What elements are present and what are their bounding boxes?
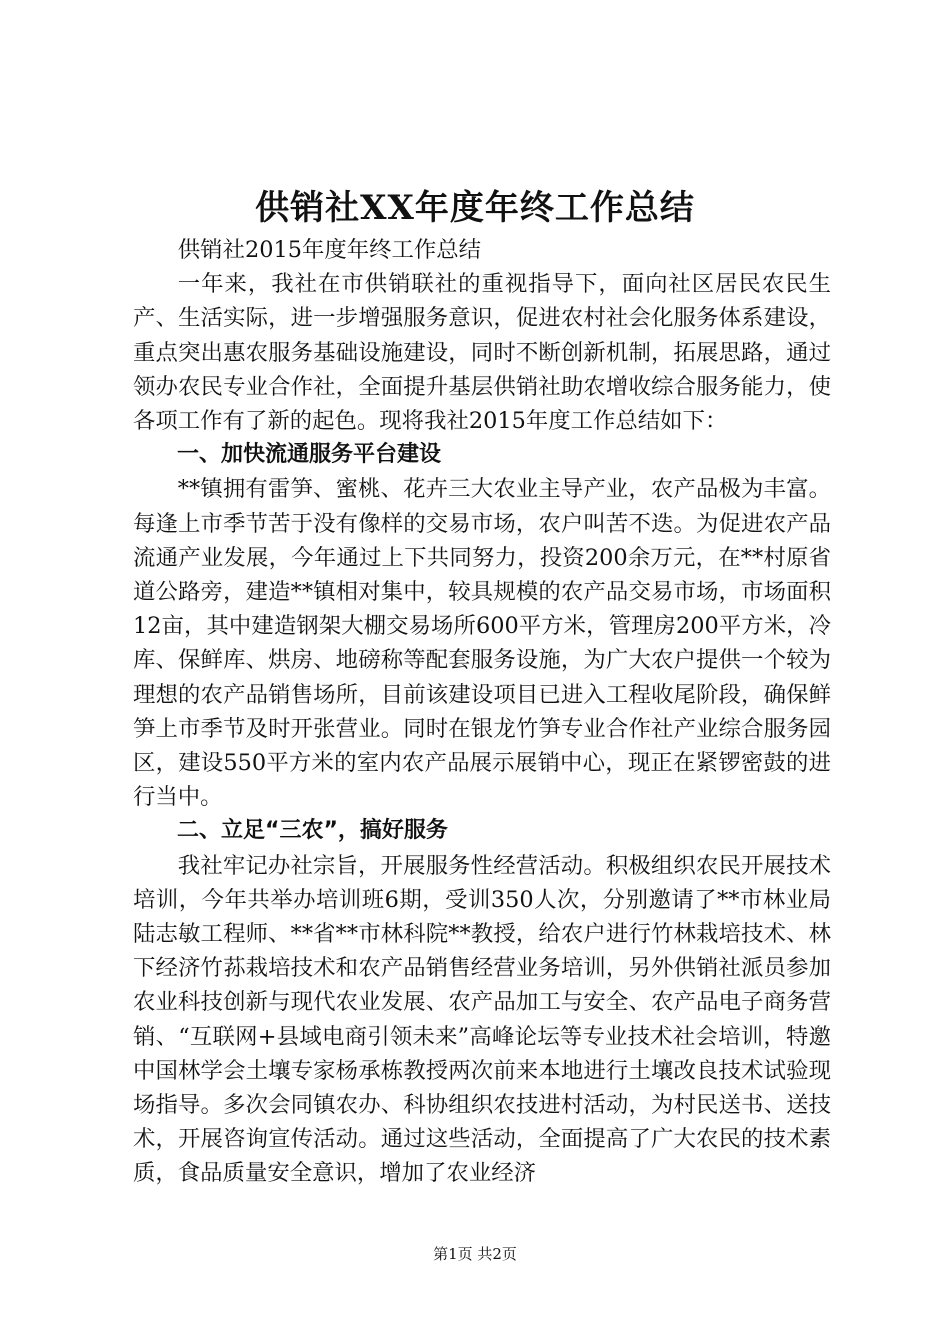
paragraph-section-2: 我社牢记办社宗旨，开展服务性经营活动。积极组织农民开展技术培训，今年共举办培训班6期，受训350人次，分别邀请了**市林业局陆志敏工程师、**省**市林科院**教授，给农户进行竹林栽培技术、林下经济竹荪栽培技术和农产品销售经营业务培训，另外供销社派员参加农业科技创新与现代农业发展、农产品加工与安全、农产品电子商务营销、“互联网+县域电商引领未来”高峰论坛等专业技术社会培训，特邀中国林学会土壤专家杨承栋教授两次前来本地进行土壤改良技术试验现场指导。多次会同镇农办、科协组织农技进村活动，为村民送书、送技术，开展咨询宣传活动。通过这些活动，全面提高了广大农民的技术素质，食品质量安全意识，增加了农业经济 xyxy=(133,852,831,1187)
paragraph-subtitle: 供销社2015年度年终工作总结 xyxy=(177,237,482,263)
document-body xyxy=(133,233,831,1191)
paragraph-section-1: **镇拥有雷笋、蜜桃、花卉三大农业主导产业，农产品极为丰富。每逢上市季节苦于没有像样的交易市场，农户叫苦不迭。为促进农产品流通产业发展，今年通过上下共同努力，投资200余万元，在**村原省道公路旁，建造**镇相对集中，较具规模的农产品交易市场，市场面积12亩，其中建造钢架大棚交易场所600平方米，管理房200平方米，冷库、保鲜库、烘房、地磅称等配套服务设施，为广大农户提供一个较为理想的农产品销售场所，目前该建设项目已进入工程收尾阶段，确保鲜笋上市季节及时开张营业。同时在银龙竹笋专业合作社产业综合服务园区，建设550平方米的室内农产品展示展销中心，现正在紧锣密鼓的进行当中。 xyxy=(133,476,831,811)
document-title: 供销社XX年度年终工作总结 xyxy=(255,188,695,228)
page-number-footer: 第1页 共2页 xyxy=(433,1245,517,1263)
section-heading-1: 一、加快流通服务平台建设 xyxy=(177,442,442,468)
section-heading-2: 二、立足“三农”，搞好服务 xyxy=(177,818,448,844)
paragraph-intro: 一年来，我社在市供销联社的重视指导下，面向社区居民农民生产、生活实际，进一步增强服务意识，促进农村社会化服务体系建设，重点突出惠农服务基础设施建设，同时不断创新机制，拓展思路，通过领办农民专业合作社，全面提升基层供销社助农增收综合服务能力，使各项工作有了新的起色。现将我社2015年度工作总结如下： xyxy=(133,271,831,435)
